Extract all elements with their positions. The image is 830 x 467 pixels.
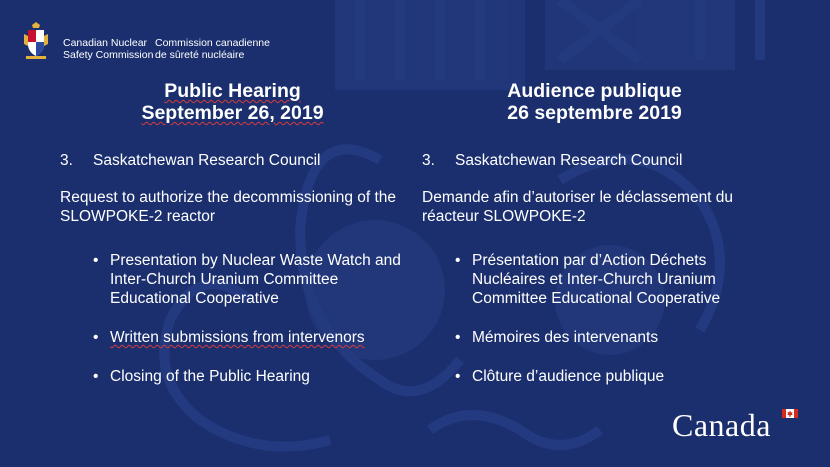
french-title-line-2: 26 septembre 2019 <box>507 102 682 124</box>
org-en-line-2: Safety Commission <box>63 49 154 61</box>
org-en-line-1: Canadian Nuclear <box>63 37 148 49</box>
organization-name-french <box>155 37 270 61</box>
english-description: Request to authorize the decommissioning of the SLOWPOKE-2 reactor <box>60 189 397 225</box>
organization-name-english <box>63 37 153 61</box>
english-bullet-1: • Presentation by Nuclear Waste Watch and Inter-Church Uranium Committee Educational Cooperative <box>93 251 405 308</box>
french-item-label: Saskatchewan Research Council <box>455 152 683 169</box>
english-bullet-list <box>60 251 405 386</box>
french-bullet-list <box>422 251 767 386</box>
french-title <box>422 80 767 124</box>
canada-flag-icon <box>782 409 798 418</box>
french-bullet-2: • Mémoires des intervenants <box>455 328 767 347</box>
english-item-label: Saskatchewan Research Council <box>93 152 321 169</box>
french-item-number: 3. <box>422 152 435 169</box>
english-bullet-2: • Written submissions from intervenors <box>93 328 405 347</box>
french-description: Demande afin d’autoriser le déclassement du réacteur SLOWPOKE-2 <box>422 189 734 225</box>
english-item-number: 3. <box>60 152 73 169</box>
royal-crest-icon <box>22 22 50 60</box>
org-fr-line-2: de sûreté nucléaire <box>155 49 245 61</box>
english-title-line-1: Public Hearing <box>164 80 301 102</box>
canada-wordmark <box>672 406 797 444</box>
french-title-line-1: Audience publique <box>507 80 682 102</box>
english-title <box>60 80 405 124</box>
french-bullet-3: • Clôture d’audience publique <box>455 367 767 386</box>
org-fr-line-1: Commission canadienne <box>155 37 270 49</box>
french-agenda-item <box>422 151 767 170</box>
english-title-line-2: September 26, 2019 <box>141 102 324 124</box>
english-agenda-item <box>60 151 405 170</box>
english-bullet-3: • Closing of the Public Hearing <box>93 367 405 386</box>
canada-wordmark-text: Canada <box>672 407 771 443</box>
french-bullet-1: • Présentation par d’Action Déchets Nucléaires et Inter-Church Uranium Committee Educational Cooperative <box>455 251 767 308</box>
english-column <box>60 80 405 406</box>
french-column <box>422 80 767 406</box>
